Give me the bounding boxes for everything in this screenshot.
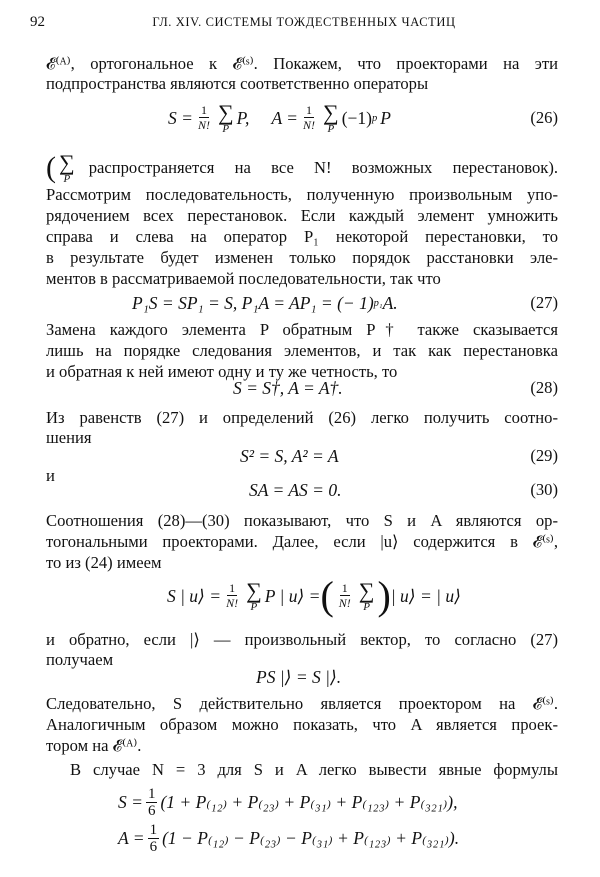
equation-number: (27) xyxy=(530,293,558,312)
fraction xyxy=(146,786,158,819)
numerator: 1 xyxy=(200,103,207,117)
eq-lhs: S | u⟩ = xyxy=(167,585,222,606)
eq-term: P | u⟩ = xyxy=(264,585,321,606)
text-line: справа и слева на оператор P₁ некоторой перестановки, то xyxy=(46,227,558,246)
eq-term: (1 + P₍₁₂₎ + P₍₂₃₎ + P₍₃₁₎ + P₍₁₂₃₎ + P₍₃₂₁₎), xyxy=(160,791,458,812)
eq-body: P₁S = SP₁ = S, P₁A = AP₁ = (− 1) xyxy=(132,292,374,313)
text-line: подпространства являются соответственно операторы xyxy=(46,74,429,93)
eq-lhs: A = xyxy=(118,827,145,848)
eq-lhs: A = xyxy=(271,107,298,128)
denominator: 6 xyxy=(149,838,158,855)
eq-body: PS |⟩ = S |⟩. xyxy=(256,666,342,687)
equation-number: (26) xyxy=(530,108,558,127)
sum-index: P xyxy=(63,172,71,185)
text-line: Соотношения (28)—(30) показывают, что S и A являются ор- xyxy=(46,511,558,530)
sum-index: P xyxy=(363,600,370,613)
eq-tail: A. xyxy=(382,292,398,313)
text-line: в результате будет изменен только порядок расстановки эле- xyxy=(46,248,558,267)
text-line: тогональными проекторами. Далее, если |u⟩ содержится в 𝓔⁽ˢ⁾, xyxy=(46,532,558,551)
eq-lhs: S = xyxy=(118,791,143,812)
fraction xyxy=(301,104,317,132)
equation-number: (28) xyxy=(530,378,558,397)
text-line: то из (24) имеем xyxy=(46,553,162,572)
equation-su xyxy=(0,570,600,622)
numerator: 1 xyxy=(147,785,156,802)
equation-ps xyxy=(0,665,600,689)
text-line: и обратная к ней имеют одну и ту же четность, то xyxy=(46,362,398,381)
eq-body: S² = S, A² = A xyxy=(240,445,339,466)
text-line: и xyxy=(46,466,55,485)
text-line: рядочением всех перестановок. Если каждый элемент умножить xyxy=(46,206,558,225)
text-line: тором на 𝓔⁽ᴬ⁾. xyxy=(46,736,142,755)
text-line: Следовательно, S действительно является проектором на 𝓔⁽ˢ⁾. xyxy=(46,694,558,713)
running-head: ГЛ. XIV. СИСТЕМЫ ТОЖДЕСТВЕННЫХ ЧАСТИЦ xyxy=(152,15,456,29)
big-paren-open: ( xyxy=(320,573,334,618)
sigma: ∑ xyxy=(217,99,234,125)
text-line: В случае N = 3 для S и A легко вывести явные формулы xyxy=(70,760,558,779)
eq-term: | u⟩ = | u⟩ xyxy=(390,585,461,606)
equation-number: (30) xyxy=(530,480,558,499)
eq-lhs: S = xyxy=(168,107,193,128)
text-line: распространяется на все N! возможных перестановок). xyxy=(88,158,558,177)
text-line: шения xyxy=(46,428,92,447)
text-line: получаем xyxy=(46,650,114,669)
sum-note xyxy=(46,150,558,186)
eq-term: (−1) xyxy=(341,107,372,128)
text-line: Замена каждого элемента P обратным P† также сказывается xyxy=(46,320,558,339)
equation-27 xyxy=(0,290,600,316)
sigma: ∑ xyxy=(59,149,75,175)
equation-number: (29) xyxy=(530,446,558,465)
eq-term: P, xyxy=(236,107,250,128)
text-line: 𝓔⁽ᴬ⁾, ортогональное к 𝓔⁽ˢ⁾. Покажем, что проекторами на эти xyxy=(46,54,558,73)
eq-body: SA = AS = 0. xyxy=(249,479,342,500)
denominator: N! xyxy=(197,118,210,132)
equation-29 xyxy=(0,444,600,468)
equation-28 xyxy=(0,376,600,400)
eq-term: (1 − P₍₁₂₎ − P₍₂₃₎ − P₍₃₁₎ + P₍₁₂₃₎ + P₍₃₂₁₎). xyxy=(162,827,460,848)
sum-symbol xyxy=(217,99,234,135)
numerator: 1 xyxy=(341,581,348,595)
text-line: лишь на порядке следования элементов, и так как перестановка xyxy=(46,341,558,360)
denominator: N! xyxy=(338,596,351,610)
eq-exponent: p xyxy=(371,112,378,124)
equation-s-n3 xyxy=(0,784,600,820)
fraction xyxy=(148,822,160,855)
big-paren-close: ) xyxy=(377,573,391,618)
sum-index: P xyxy=(222,122,230,135)
page-header xyxy=(30,14,578,36)
sum-symbol xyxy=(59,149,75,185)
sum-index: P xyxy=(327,122,335,135)
text-line: Из равенств (27) и определений (26) легко получить соотно- xyxy=(46,408,558,427)
sum-symbol xyxy=(358,577,375,613)
paren: ( xyxy=(46,151,56,184)
equation-26 xyxy=(0,95,600,141)
eq-body: S = S†, A = A†. xyxy=(233,377,343,398)
text-line: и обратно, если |⟩ — произвольный вектор, то согласно (27) xyxy=(46,630,558,649)
text-line: Аналогичным образом можно показать, что A является проек- xyxy=(46,715,558,734)
sum-index: P xyxy=(250,600,258,613)
eq-exponent: p₁ xyxy=(373,297,383,309)
sigma: ∑ xyxy=(358,577,375,603)
sigma: ∑ xyxy=(323,99,339,125)
numerator: 1 xyxy=(149,821,158,838)
fraction xyxy=(196,104,212,132)
sum-symbol xyxy=(246,577,262,613)
sigma: ∑ xyxy=(246,577,262,603)
numerator: 1 xyxy=(229,581,236,595)
text-line: Рассмотрим последовательность, полученную произвольным упо- xyxy=(46,185,558,204)
denominator: N! xyxy=(303,118,315,132)
numerator: 1 xyxy=(306,103,312,117)
fraction xyxy=(337,582,353,610)
fraction xyxy=(224,582,240,610)
denominator: 6 xyxy=(147,802,156,819)
eq-term: P xyxy=(380,107,391,128)
denominator: N! xyxy=(226,596,239,610)
text-line: ментов в рассматриваемой последовательности, так что xyxy=(46,269,441,288)
sum-symbol xyxy=(323,99,339,135)
equation-30 xyxy=(0,478,600,502)
equation-a-n3 xyxy=(0,820,600,856)
page-number: 92 xyxy=(30,14,45,30)
